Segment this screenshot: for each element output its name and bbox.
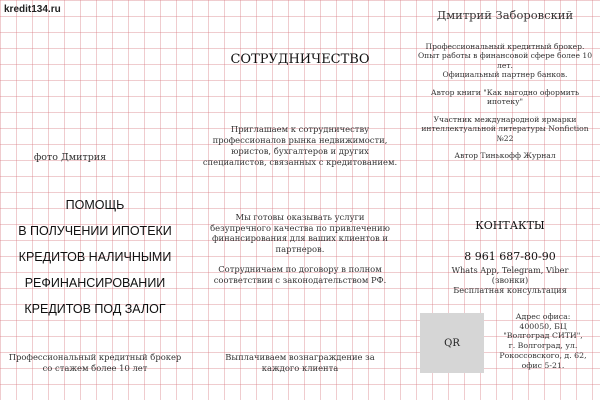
qr-code-placeholder: [420, 313, 484, 373]
broker-experience: Профессиональный кредитный брокер со стажем более 10 лет: [8, 352, 182, 373]
messenger-channels: Whats App, Telegram, Viber (звонки): [451, 265, 569, 285]
broker-name: Дмитрий Заборовский: [436, 8, 574, 22]
description-journal: Автор Тинькофф Журнал: [454, 151, 556, 161]
referral-fee: Выплачиваем вознаграждение за каждого клиента: [225, 352, 375, 373]
photo-placeholder: фото Дмитрия: [33, 152, 107, 163]
phone-number[interactable]: 8 961 687-80-90: [464, 250, 556, 263]
broker-description: [413, 42, 597, 169]
offer-quality: Мы готовы оказывать услуги безупречного качества по привлечению финансирования для ваших клиентов и партнеров.: [210, 212, 390, 254]
service-mortgage: В ПОЛУЧЕНИИ ИПОТЕКИ: [18, 224, 172, 238]
site-url[interactable]: kredit134.ru: [4, 4, 61, 15]
services-heading: ПОМОЩЬ: [65, 198, 125, 212]
office-address: Адрес офиса: 400050, БЦ "Волгоград СИТИ", г. Волгоград, ул. Рокоссовского, д. 62, офис 5-21.: [499, 312, 587, 370]
contacts-title: КОНТАКТЫ: [475, 219, 545, 232]
description-fair: Участник международной ярмарки интеллектуальной литературы Nonfiction №22: [421, 114, 589, 143]
offer-text: [205, 212, 395, 295]
service-refinancing: РЕФИНАНСИРОВАНИИ: [24, 276, 166, 290]
invite-text: Приглашаем к сотрудничеству профессионалов рынка недвижимости, юристов, бухгалтеров и других специалистов, связанных с кредитованием.: [202, 124, 398, 167]
qr-label: QR: [444, 337, 460, 349]
description-book: Автор книги "Как выгодно оформить ипотеку": [430, 87, 580, 107]
description-broker: Профессиональный кредитный брокер. Опыт работы в финансовой сфере более 10 лет. Официальный партнер банков.: [417, 42, 593, 80]
offer-contract: Сотрудничаем по договору в полном соответствии с законодательством РФ.: [213, 264, 387, 285]
free-consultation: Бесплатная консультация: [453, 285, 567, 295]
services-list: [0, 192, 190, 322]
service-secured-loans: КРЕДИТОВ ПОД ЗАЛОГ: [24, 302, 166, 316]
service-cash-loans: КРЕДИТОВ НАЛИЧНЫМИ: [18, 250, 172, 264]
cooperation-title: СОТРУДНИЧЕСТВО: [230, 52, 370, 67]
